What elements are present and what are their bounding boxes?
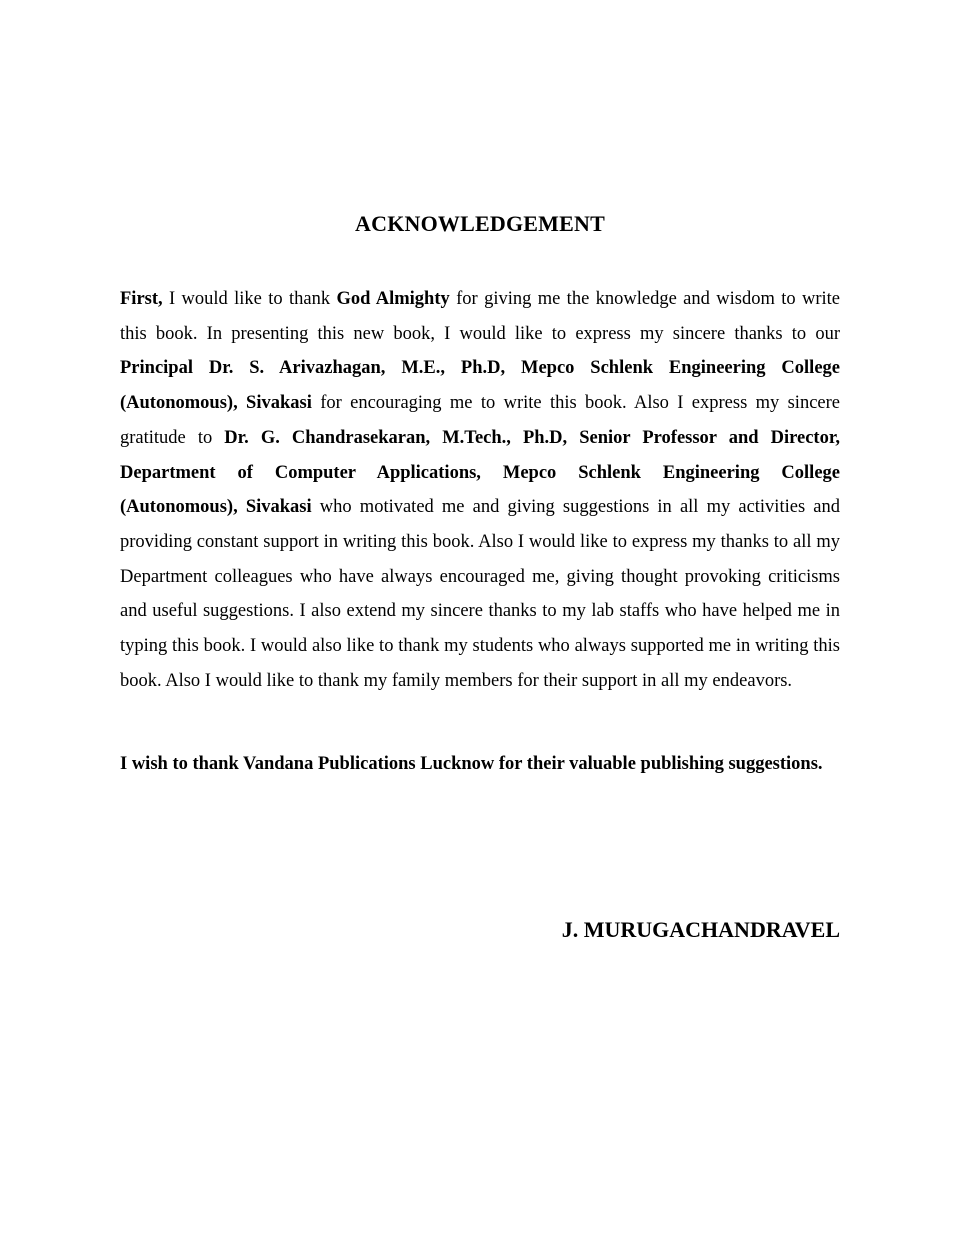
page-title: ACKNOWLEDGEMENT (355, 211, 605, 236)
paragraph-text-bold: Dr. G. Chandrasekaran, M.Tech., Ph.D, Senior Professor and Director, Department of Computer Applications, Mepco Schlenk Engineering College (Autonomous), Sivakasi (120, 427, 840, 518)
acknowledgement-paragraph (120, 282, 840, 698)
paragraph-text: who motivated me and giving suggestions in all my activities and providing constant support in writing this book. Also I would like to express my thanks to all my Department colleagues who have always encouraged me, giving thought provoking criticisms and useful suggestions. I also extend my sincere thanks to my lab staffs who have helped me in typing this book. I would also like to thank my students who always supported me in writing this book. Also I would like to thank my family members for their support in all my endeavors. (120, 497, 840, 691)
paragraph-text-bold: Principal Dr. S. Arivazhagan, M.E., Ph.D, Mepco Schlenk Engineering College (Autonomous), Sivakasi (120, 358, 840, 414)
publisher-thanks-paragraph: I wish to thank Vandana Publications Lucknow for their valuable publishing suggestions. (120, 754, 823, 774)
paragraph-text: for giving me the knowledge and wisdom to write this book. In presenting this new book, I would like to express my sincere thanks to our (120, 289, 840, 344)
paragraph-text-bold: God Almighty (336, 289, 450, 309)
paragraph-text: I would like to thank (162, 289, 337, 309)
author-signature: J. MURUGACHANDRAVEL (561, 917, 840, 942)
paragraph-text-bold: First, (120, 289, 163, 309)
paragraph-text: for encouraging me to write this book. Also I express my sincere gratitude to (120, 393, 840, 448)
